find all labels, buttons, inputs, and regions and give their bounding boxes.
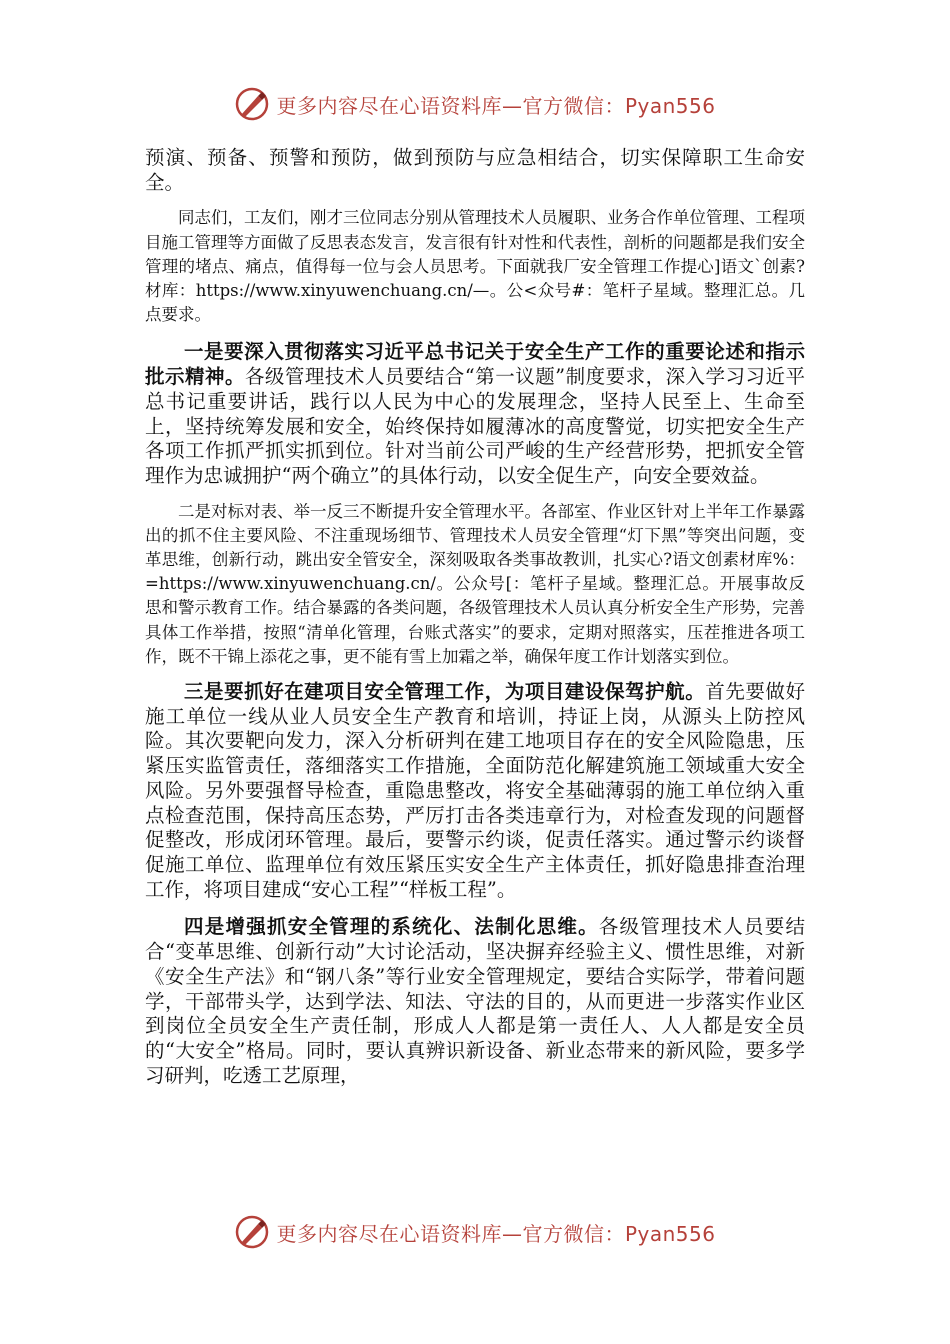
- point-one-body: 各级管理技术人员要结合“第一议题”制度要求，深入学习习近平总书记重要讲话，践行以人民为中心的发展理念，坚持人民至上、生命至上，坚持统筹发展和安全，始终保持如履薄冰的高度警觉，切实把安全生产各项工作抓严抓实抓到位。针对当前公司严峻的生产经营形势，把抓安全管理作为忠诚拥护“两个确立”的具体行动，以安全促生产，向安全要效益。: [145, 365, 805, 487]
- point-one-heading: 一是要深入贯彻落实习近平总书记关于安全生产工作的重要论述和指示批示精神。: [145, 340, 805, 389]
- banner-text: 更多内容尽在心语资料库—官方微信：Pyan556: [276, 1221, 716, 1246]
- point-three-body: 首先要做好施工单位一线从业人员安全生产教育和培训，持证上岗，从源头上防控风险。其次要靶向发力，深入分析研判在建工地项目存在的安全风险隐患，压紧压实监管责任，落细落实工作措施，全面防范化解建筑施工领域重大安全风险。另外要强督导检查，重隐患整改，将安全基础薄弱的施工单位纳入重点检查范围，保持高压态势，严厉打击各类违章行为，对检查发现的问题督促整改，形成闭环管理。最后，要警示约谈，促责任落实。通过警示约谈督促施工单位、监理单位有效压紧压实安全生产主体责任，抓好隐患排查治理工作，将项目建成“安心工程”“样板工程”。: [145, 680, 805, 901]
- paragraph-continuation: 预演、预备、预警和预防，做到预防与应急相结合，切实保障职工生命安全。: [145, 146, 805, 194]
- pen-logo-icon: [234, 1214, 270, 1250]
- document-body: [145, 146, 805, 1088]
- pen-logo-icon: [234, 86, 270, 122]
- footer-watermark-banner: [0, 1212, 950, 1252]
- point-four-body: 各级管理技术人员要结合“变革思维、创新行动”大讨论活动，坚决摒弃经验主义、惯性思维，对新《安全生产法》和“钢八条”等行业安全管理规定，要结合实际学，带着问题学，干部带头学，达到学法、知法、守法的目的，从而更进一步落实作业区到岗位全员安全生产责任制，形成人人都是第一责任人、人人都是安全员的“大安全”格局。同时，要认真辨识新设备、新业态带来的新风险，要多学习研判，吃透工艺原理，: [145, 915, 805, 1087]
- header-watermark-banner: [0, 84, 950, 124]
- banner-text: 更多内容尽在心语资料库—官方微信：Pyan556: [276, 93, 716, 118]
- point-three-heading: 三是要抓好在建项目安全管理工作，为项目建设保驾护航。: [184, 680, 706, 704]
- paragraph-point-four: [145, 915, 805, 1088]
- paragraph-point-two: 二是对标对表、举一反三不断提升安全管理水平。各部室、作业区针对上半年工作暴露出的抓不住主要风险、不注重现场细节、管理技术人员安全管理“灯下黑”等突出问题，变革思维，创新行动，跳出安全管安全，深刻吸取各类事故教训，扎实心?语文创素材库%：=https://www.xinyuwenchuang.cn/。公众号[：笔杆子星域。整理汇总。开展事故反思和警示教育工作。结合暴露的各类问题，各级管理技术人员认真分析安全生产形势，完善具体工作举措，按照“清单化管理，台账式落实”的要求，定期对照落实，压茬推进各项工作，既不干锦上添花之事，更不能有雪上加霜之举，确保年度工作计划落实到位。: [145, 501, 805, 666]
- point-four-heading: 四是增强抓安全管理的系统化、法制化思维。: [184, 915, 599, 939]
- paragraph-point-one: [145, 340, 805, 488]
- paragraph-intro: 同志们，工友们，刚才三位同志分别从管理技术人员履职、业务合作单位管理、工程项目施工管理等方面做了反思表态发言，发言很有针对性和代表性，剖析的问题都是我们安全管理的堵点、痛点，值得每一位与会人员思考。下面就我厂安全管理工作提心]语文`创素?材库：https://www.xinyuwenchuang.cn/—。公<众号#：笔杆子星域。整理汇总。几点要求。: [145, 208, 805, 325]
- paragraph-point-three: [145, 680, 805, 902]
